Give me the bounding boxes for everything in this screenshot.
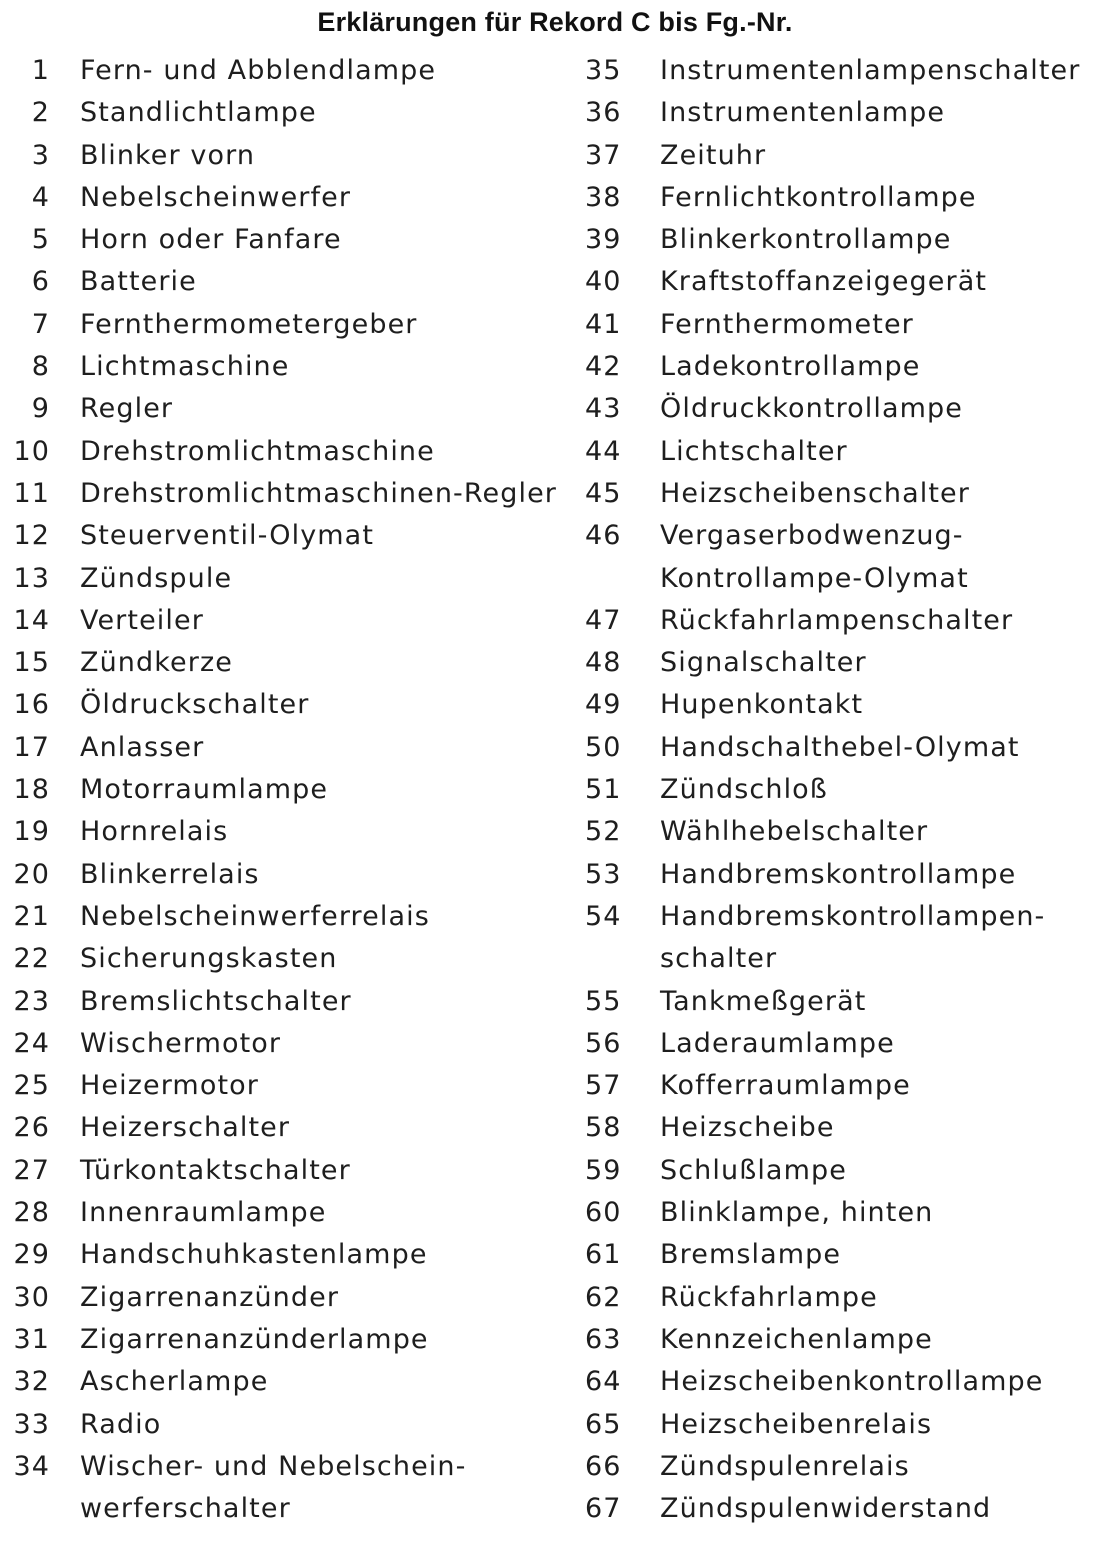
entry-label: Handbremskontrollampe <box>660 858 1017 890</box>
entry-label: Nebelscheinwerferrelais <box>80 900 430 932</box>
legend-entry <box>585 1404 1110 1446</box>
page-title: Erklärungen für Rekord C bis Fg.-Nr. <box>317 7 793 37</box>
entry-label: Handbremskontrollampen- schalter <box>660 900 1046 975</box>
entry-label: Nebelscheinwerfer <box>80 181 352 213</box>
entry-label: Kofferraumlampe <box>660 1070 911 1102</box>
entry-label: Vergaserbodwenzug- Kontrollampe-Olymat <box>660 520 969 594</box>
legend-entry <box>0 981 595 1023</box>
legend-entry <box>0 346 595 388</box>
entry-label: Kraftstoffanzeigegerät <box>660 266 988 298</box>
entry-number: 24 <box>13 1027 50 1059</box>
entry-label: Blinklampe, hinten <box>660 1197 934 1229</box>
entry-number: 7 <box>31 308 50 340</box>
legend-entry <box>585 431 1110 473</box>
legend-entry <box>0 515 595 557</box>
legend-entry <box>0 1023 595 1065</box>
legend-entry <box>585 600 1110 642</box>
legend-entry <box>0 600 595 642</box>
legend-entry <box>585 1446 1110 1488</box>
entry-label: Zigarrenanzünder <box>80 1281 340 1313</box>
entry-number: 22 <box>13 943 50 975</box>
entry-number: 56 <box>585 1027 622 1059</box>
legend-entry <box>0 1065 595 1107</box>
legend-entry <box>0 1107 595 1149</box>
entry-number: 8 <box>31 351 50 383</box>
entry-number: 57 <box>585 1070 622 1102</box>
entry-label: Fern- und Abblendlampe <box>80 55 437 86</box>
entry-number: 3 <box>31 139 50 171</box>
legend-entry <box>585 219 1110 261</box>
legend-entry <box>0 304 595 346</box>
entry-number: 4 <box>31 181 50 213</box>
legend-entry <box>585 177 1110 219</box>
legend-entry <box>0 261 595 303</box>
legend-entry <box>0 854 595 896</box>
legend-entry <box>585 515 1110 600</box>
entry-number: 25 <box>13 1070 50 1102</box>
entry-label: Türkontaktschalter <box>80 1154 351 1186</box>
entry-label: Sicherungskasten <box>80 943 338 975</box>
entry-label: Horn oder Fanfare <box>80 224 342 256</box>
legend-entry <box>0 388 595 430</box>
legend-entry <box>585 1065 1110 1107</box>
entry-number: 67 <box>585 1493 622 1525</box>
legend-entry <box>0 1361 595 1403</box>
entry-label: Zündschloß <box>660 774 828 806</box>
entry-label: Radio <box>80 1408 162 1440</box>
legend-entry <box>585 1192 1110 1234</box>
legend-entry <box>585 769 1110 811</box>
entry-number: 54 <box>585 900 622 932</box>
legend-column-left <box>0 50 595 1530</box>
entry-number: 36 <box>585 97 622 129</box>
entry-label: Hornrelais <box>80 816 229 848</box>
entry-number: 37 <box>585 139 622 171</box>
entry-label: Fernthermometer <box>660 308 914 340</box>
legend-entry <box>0 727 595 769</box>
entry-number: 34 <box>13 1450 50 1482</box>
entry-number: 5 <box>31 224 50 256</box>
entry-number: 41 <box>585 308 622 340</box>
entry-label: Laderaumlampe <box>660 1027 895 1059</box>
entry-label: Drehstromlichtmaschine <box>80 435 435 467</box>
entry-label: Handschuhkastenlampe <box>80 1239 428 1271</box>
legend-entry <box>585 1150 1110 1192</box>
entry-number: 35 <box>585 55 622 86</box>
legend-entry <box>0 1192 595 1234</box>
entry-number: 26 <box>13 1112 50 1144</box>
legend-entry <box>0 558 595 600</box>
entry-label: Blinker vorn <box>80 139 256 171</box>
entry-label: Zündkerze <box>80 647 233 679</box>
legend-entry <box>0 473 595 515</box>
legend-entry <box>585 1488 1110 1530</box>
legend-entry <box>585 346 1110 388</box>
legend-column-right <box>585 50 1110 1530</box>
legend-entry <box>0 769 595 811</box>
entry-number: 53 <box>585 858 622 890</box>
entry-number: 63 <box>585 1323 622 1355</box>
legend-entry <box>585 1234 1110 1276</box>
entry-number: 29 <box>13 1239 50 1271</box>
entry-number: 66 <box>585 1450 622 1482</box>
entry-label: Ladekontrollampe <box>660 351 921 383</box>
entry-number: 50 <box>585 731 622 763</box>
entry-number: 11 <box>13 477 50 509</box>
entry-label: Hupenkontakt <box>660 689 864 721</box>
legend-entry <box>585 642 1110 684</box>
legend-entry <box>585 981 1110 1023</box>
entry-label: Heizscheibe <box>660 1112 835 1144</box>
entry-label: Motorraumlampe <box>80 774 329 806</box>
entry-number: 58 <box>585 1112 622 1144</box>
entry-label: Instrumentenlampe <box>660 97 946 129</box>
entry-label: Anlasser <box>80 731 205 763</box>
legend-entry <box>585 1107 1110 1149</box>
entry-number: 28 <box>13 1197 50 1229</box>
entry-label: Fernlichtkontrollampe <box>660 181 977 213</box>
legend-entry <box>585 684 1110 726</box>
legend-entry <box>585 261 1110 303</box>
legend-entry <box>0 938 595 980</box>
entry-number: 59 <box>585 1154 622 1186</box>
legend-entry <box>0 431 595 473</box>
entry-label: Zeituhr <box>660 139 767 171</box>
entry-number: 16 <box>13 689 50 721</box>
legend-entry <box>585 50 1110 92</box>
entry-label: Zündspulenwiderstand <box>660 1493 992 1525</box>
legend-entry <box>0 642 595 684</box>
legend-entry <box>0 1234 595 1276</box>
entry-number: 52 <box>585 816 622 848</box>
entry-number: 21 <box>13 900 50 932</box>
entry-label: Batterie <box>80 266 197 298</box>
entry-label: Bremslampe <box>660 1239 842 1271</box>
entry-label: Öldruckkontrollampe <box>660 393 964 425</box>
entry-number: 38 <box>585 181 622 213</box>
legend-entry <box>0 1404 595 1446</box>
entry-number: 2 <box>31 97 50 129</box>
legend-entry <box>585 473 1110 515</box>
entry-number: 14 <box>13 604 50 636</box>
entry-label: Steuerventil-Olymat <box>80 520 375 552</box>
entry-number: 6 <box>31 266 50 298</box>
entry-number: 65 <box>585 1408 622 1440</box>
legend-entry <box>0 135 595 177</box>
entry-label: Zündspulenrelais <box>660 1450 910 1482</box>
entry-number: 23 <box>13 985 50 1017</box>
entry-label: Schlußlampe <box>660 1154 847 1186</box>
entry-number: 55 <box>585 985 622 1017</box>
entry-number: 1 <box>31 55 50 86</box>
entry-label: Heizscheibenkontrollampe <box>660 1366 1044 1398</box>
entry-label: Zigarrenanzünderlampe <box>80 1323 429 1355</box>
entry-number: 12 <box>13 520 50 552</box>
legend-entry <box>585 727 1110 769</box>
entry-label: Lichtschalter <box>660 435 848 467</box>
entry-label: Ascherlampe <box>80 1366 269 1398</box>
entry-number: 32 <box>13 1366 50 1398</box>
entry-number: 20 <box>13 858 50 890</box>
entry-number: 45 <box>585 477 622 509</box>
entry-number: 42 <box>585 351 622 383</box>
entry-number: 43 <box>585 393 622 425</box>
legend-entry <box>585 92 1110 134</box>
legend-entry <box>585 1361 1110 1403</box>
legend-entry <box>585 896 1110 981</box>
legend-entry <box>0 50 595 92</box>
legend-entry <box>0 811 595 853</box>
entry-label: Signalschalter <box>660 647 867 679</box>
legend-entry <box>0 219 595 261</box>
entry-label: Öldruckschalter <box>80 689 310 721</box>
entry-number: 17 <box>13 731 50 763</box>
legend-entry <box>0 92 595 134</box>
entry-label: Rückfahrlampe <box>660 1281 878 1313</box>
entry-label: Tankmeßgerät <box>660 985 867 1017</box>
entry-number: 61 <box>585 1239 622 1271</box>
entry-number: 18 <box>13 774 50 806</box>
entry-number: 51 <box>585 774 622 806</box>
entry-number: 33 <box>13 1408 50 1440</box>
entry-label: Instrumentenlampenschalter <box>660 55 1081 86</box>
entry-label: Heizscheibenschalter <box>660 477 970 509</box>
entry-label: Wischermotor <box>80 1027 282 1059</box>
entry-label: Drehstromlichtmaschinen-Regler <box>80 477 558 509</box>
entry-label: Kennzeichenlampe <box>660 1323 933 1355</box>
legend-entry <box>585 304 1110 346</box>
entry-number: 44 <box>585 435 622 467</box>
legend-entry <box>0 177 595 219</box>
legend-entry <box>585 811 1110 853</box>
legend-entry <box>585 1277 1110 1319</box>
legend-entry <box>585 135 1110 177</box>
entry-label: Wählhebelschalter <box>660 816 929 848</box>
entry-label: Zündspule <box>80 562 233 594</box>
entry-number: 30 <box>13 1281 50 1313</box>
legend-entry <box>585 1319 1110 1361</box>
entry-number: 15 <box>13 647 50 679</box>
legend-entry <box>585 854 1110 896</box>
entry-number: 48 <box>585 647 622 679</box>
entry-label: Heizermotor <box>80 1070 259 1102</box>
entry-number: 40 <box>585 266 622 298</box>
legend-entry <box>585 1023 1110 1065</box>
entry-label: Blinkerkontrollampe <box>660 224 952 256</box>
entry-number: 47 <box>585 604 622 636</box>
entry-label: Regler <box>80 393 174 425</box>
entry-label: Verteiler <box>80 604 204 636</box>
entry-label: Heizscheibenrelais <box>660 1408 933 1440</box>
entry-label: Lichtmaschine <box>80 351 290 383</box>
entry-number: 46 <box>585 520 622 552</box>
entry-label: Bremslichtschalter <box>80 985 352 1017</box>
legend-entry <box>0 684 595 726</box>
entry-label: Fernthermometergeber <box>80 308 418 340</box>
entry-number: 60 <box>585 1197 622 1229</box>
entry-number: 27 <box>13 1154 50 1186</box>
legend-entry <box>0 1446 595 1531</box>
entry-number: 62 <box>585 1281 622 1313</box>
entry-label: Handschalthebel-Olymat <box>660 731 1020 763</box>
entry-number: 9 <box>31 393 50 425</box>
entry-number: 19 <box>13 816 50 848</box>
entry-label: Standlichtlampe <box>80 97 317 129</box>
legend-entry <box>0 1150 595 1192</box>
legend-entry <box>0 896 595 938</box>
entry-number: 13 <box>13 562 50 594</box>
entry-label: Rückfahrlampenschalter <box>660 604 1014 636</box>
legend-entry <box>585 388 1110 430</box>
legend-entry <box>0 1319 595 1361</box>
entry-number: 49 <box>585 689 622 721</box>
entry-label: Innenraumlampe <box>80 1197 327 1229</box>
entry-label: Blinkerrelais <box>80 858 260 890</box>
legend-entry <box>0 1277 595 1319</box>
entry-number: 10 <box>13 435 50 467</box>
entry-label: Heizerschalter <box>80 1112 291 1144</box>
entry-label: Wischer- und Nebelschein- werferschalter <box>80 1450 467 1525</box>
entry-number: 31 <box>13 1323 50 1355</box>
entry-number: 39 <box>585 224 622 256</box>
entry-number: 64 <box>585 1366 622 1398</box>
